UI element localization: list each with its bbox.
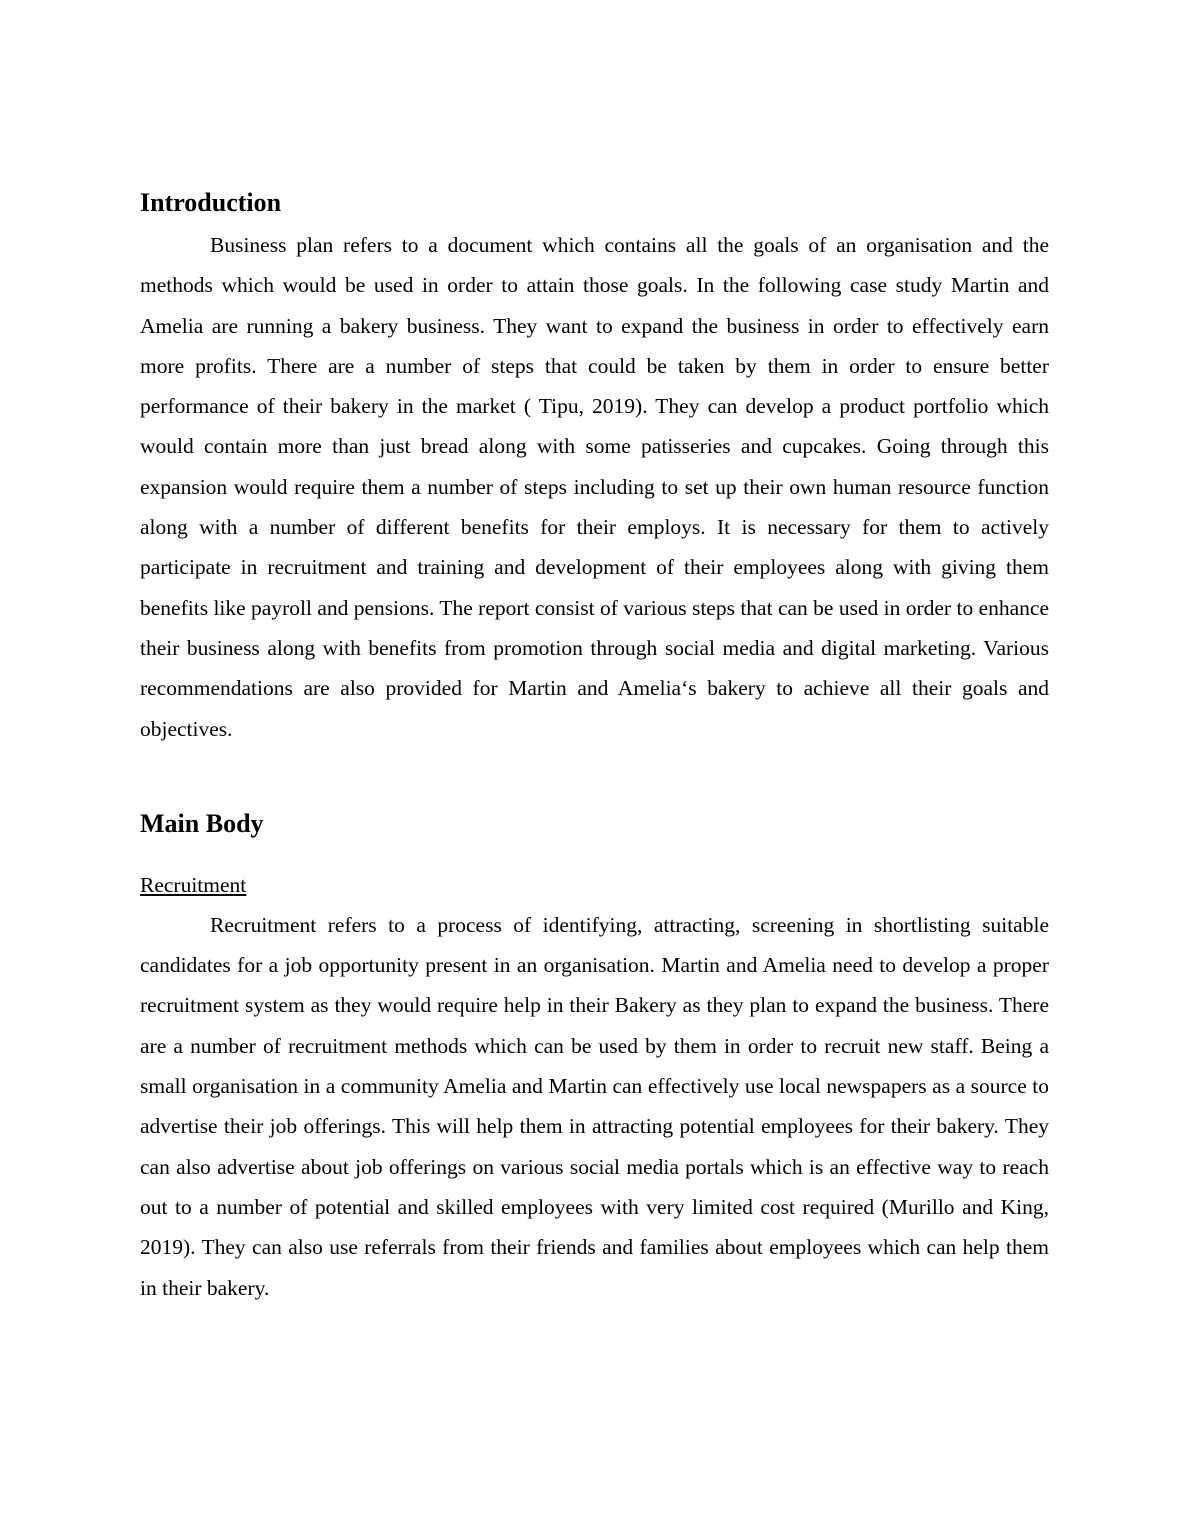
introduction-paragraph: Business plan refers to a document which contains all the goals of an organisation and the methods which would be used in order to attain those goals. In the following case study Martin and Amelia are running a bakery business. They want to expand the business in order to effectively earn more profits. There are a number of steps that could be taken by them in order to ensure better performance of their bakery in the market ( Tipu, 2019). They can develop a product portfolio which would contain more than just bread along with some patisseries and cupcakes. Going through this expansion would require them a number of steps including to set up their own human resource function along with a number of different benefits for their employs. It is necessary for them to actively participate in recruitment and training and development of their employees along with giving them benefits like payroll and pensions. The report consist of various steps that can be used in order to enhance their business along with benefits from promotion through social media and digital marketing. Various recommendations are also provided for Martin and Amelia‘s bakery to achieve all their goals and objectives. bbox=[140, 233, 1049, 741]
introduction-heading: Introduction bbox=[140, 188, 282, 217]
recruitment-paragraph: Recruitment refers to a process of identifying, attracting, screening in shortlisting suitable candidates for a job opportunity present in an organisation. Martin and Amelia need to develop a proper recruitment system as they would require help in their Bakery as they plan to expand the business. There are a number of recruitment methods which can be used by them in order to recruit new staff. Being a small organisation in a community Amelia and Martin can effectively use local newspapers as a source to advertise their job offerings. This will help them in attracting potential employees for their bakery. They can also advertise about job offerings on various social media portals which is an effective way to reach out to a number of potential and skilled employees with very limited cost required (Murillo and King, 2019). They can also use referrals from their friends and families about employees which can help them in their bakery. bbox=[140, 912, 1049, 1300]
recruitment-subheading: Recruitment bbox=[140, 872, 247, 897]
main-body-heading: Main Body bbox=[140, 808, 264, 838]
document-page bbox=[140, 186, 1049, 1308]
